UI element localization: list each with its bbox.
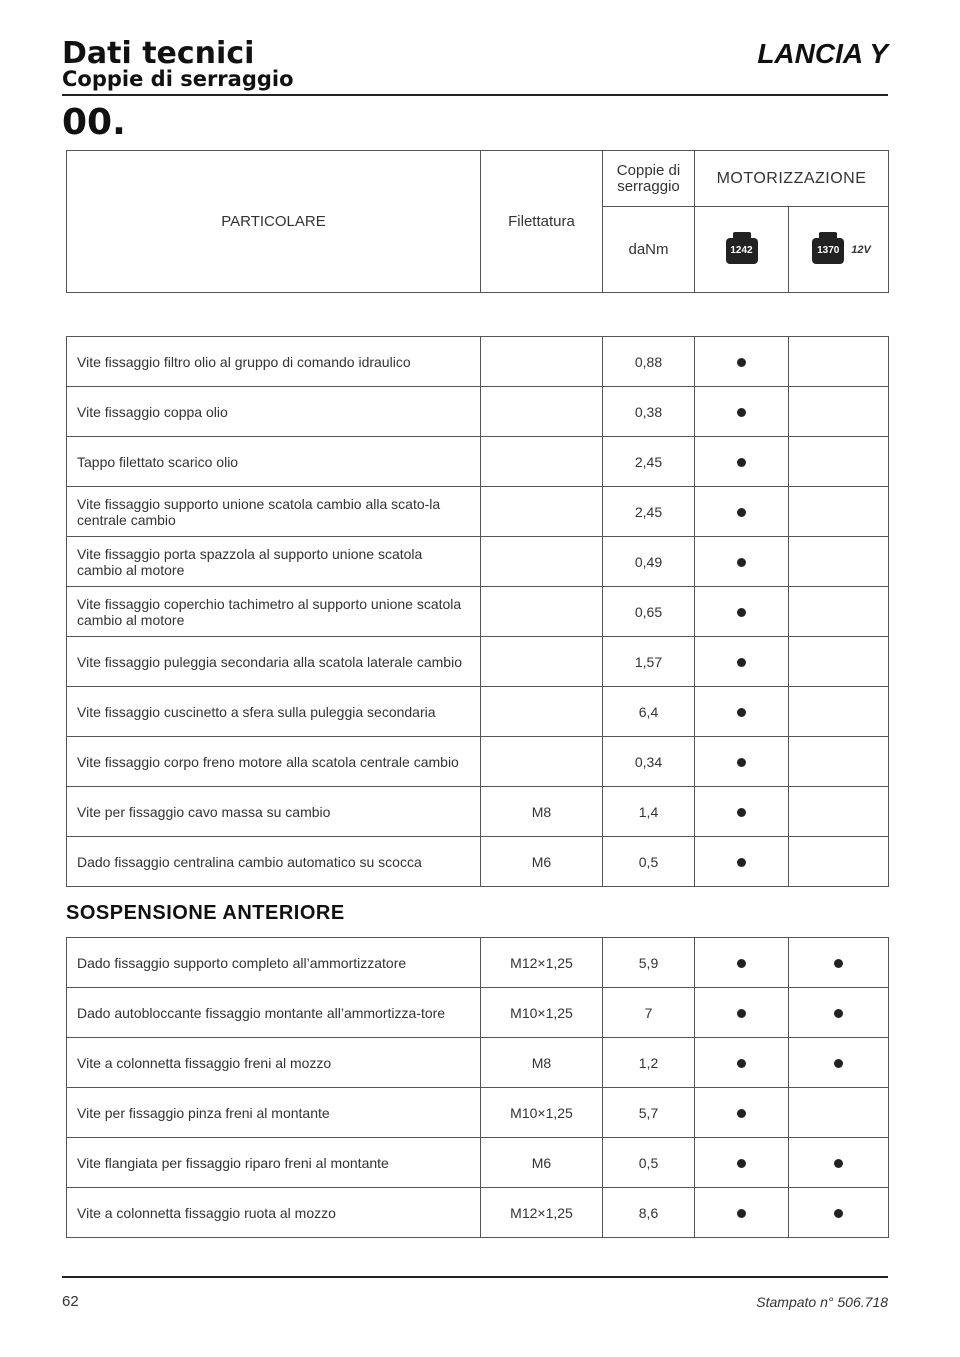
engine-icon — [720, 228, 764, 272]
torque-value: 2,45 — [603, 487, 695, 537]
engine-1370-applicable — [789, 487, 889, 537]
engine-1370-applicable — [789, 938, 889, 988]
section-code: 00. — [62, 102, 126, 143]
torque-value: 0,49 — [603, 537, 695, 587]
part-description: Vite fissaggio coppa olio — [67, 387, 481, 437]
part-description: Dado fissaggio supporto completo all’ammortizzatore — [67, 938, 481, 988]
torque-value: 2,45 — [603, 437, 695, 487]
part-description: Vite fissaggio coperchio tachimetro al supporto unione scatola cambio al motore — [67, 587, 481, 637]
engine-1242-applicable — [695, 1138, 789, 1188]
applicable-dot — [737, 508, 746, 517]
applicable-dot — [737, 1159, 746, 1168]
torque-value: 8,6 — [603, 1188, 695, 1238]
table-row — [67, 938, 889, 988]
page-subtitle: Coppie di serraggio — [62, 67, 294, 91]
part-description: Vite fissaggio cuscinetto a sfera sulla puleggia secondaria — [67, 687, 481, 737]
thread-size: M10×1,25 — [481, 1088, 603, 1138]
part-description: Vite flangiata per fissaggio riparo freni al montante — [67, 1138, 481, 1188]
engine-1370-applicable — [789, 1138, 889, 1188]
torque-value: 0,34 — [603, 737, 695, 787]
torque-value: 0,5 — [603, 837, 695, 887]
table-row — [67, 1088, 889, 1138]
engine-1370-cell — [789, 207, 889, 293]
torque-value: 1,2 — [603, 1038, 695, 1088]
header-motorizzazione: MOTORIZZAZIONE — [695, 151, 889, 207]
thread-size: M12×1,25 — [481, 1188, 603, 1238]
engine-1242-applicable — [695, 437, 789, 487]
engine-1242-applicable — [695, 387, 789, 437]
part-description: Vite per fissaggio pinza freni al montante — [67, 1088, 481, 1138]
table-row — [67, 587, 889, 637]
header-coppie: Coppie di serraggio — [603, 151, 695, 207]
engine-1370-suffix: 12V — [851, 244, 871, 257]
section-title-sospensione: SOSPENSIONE ANTERIORE — [66, 902, 345, 924]
header-divider — [62, 94, 888, 96]
torque-table-sospensione — [66, 937, 889, 1238]
engine-1370-applicable — [789, 737, 889, 787]
thread-size: M10×1,25 — [481, 988, 603, 1038]
header-unit: daNm — [603, 207, 695, 293]
table-row — [67, 737, 889, 787]
engine-1242-applicable — [695, 537, 789, 587]
engine-1242-applicable — [695, 988, 789, 1038]
page-number: 62 — [62, 1293, 79, 1310]
engine-1370-applicable — [789, 1038, 889, 1088]
table-row — [67, 487, 889, 537]
print-stamp: Stampato n° 506.718 — [756, 1294, 888, 1310]
torque-value: 6,4 — [603, 687, 695, 737]
torque-value: 0,88 — [603, 337, 695, 387]
applicable-dot — [737, 408, 746, 417]
thread-size — [481, 737, 603, 787]
engine-1242-applicable — [695, 637, 789, 687]
thread-size — [481, 637, 603, 687]
part-description: Dado fissaggio centralina cambio automatico su scocca — [67, 837, 481, 887]
applicable-dot — [737, 808, 746, 817]
engine-1370-applicable — [789, 837, 889, 887]
engine-1242-applicable — [695, 1038, 789, 1088]
applicable-dot — [737, 1009, 746, 1018]
engine-1242-applicable — [695, 487, 789, 537]
engine-1370-applicable — [789, 437, 889, 487]
part-description: Tappo filettato scarico olio — [67, 437, 481, 487]
engine-1370-applicable — [789, 587, 889, 637]
applicable-dot — [737, 1109, 746, 1118]
torque-value: 1,57 — [603, 637, 695, 687]
engine-1242-applicable — [695, 1088, 789, 1138]
engine-1370-applicable — [789, 687, 889, 737]
part-description: Vite a colonnetta fissaggio ruota al mozzo — [67, 1188, 481, 1238]
applicable-dot — [737, 758, 746, 767]
applicable-dot — [737, 608, 746, 617]
engine-1242-applicable — [695, 938, 789, 988]
applicable-dot — [737, 858, 746, 867]
engine-1370-applicable — [789, 988, 889, 1038]
applicable-dot — [834, 1209, 843, 1218]
thread-size: M6 — [481, 1138, 603, 1188]
part-description: Vite fissaggio supporto unione scatola cambio alla scato-la centrale cambio — [67, 487, 481, 537]
thread-size — [481, 537, 603, 587]
applicable-dot — [737, 558, 746, 567]
page-title: Dati tecnici — [62, 36, 255, 71]
header-table — [66, 150, 889, 293]
table-row — [67, 1188, 889, 1238]
applicable-dot — [834, 1159, 843, 1168]
part-description: Vite a colonnetta fissaggio freni al mozzo — [67, 1038, 481, 1088]
applicable-dot — [737, 358, 746, 367]
table-row — [67, 537, 889, 587]
engine-1242-applicable — [695, 587, 789, 637]
torque-table-main — [66, 336, 889, 887]
torque-value: 5,9 — [603, 938, 695, 988]
engine-1370-applicable — [789, 337, 889, 387]
applicable-dot — [737, 1209, 746, 1218]
thread-size — [481, 387, 603, 437]
table-row — [67, 1138, 889, 1188]
table-row — [67, 637, 889, 687]
table-row — [67, 837, 889, 887]
part-description: Dado autobloccante fissaggio montante all’ammortizza-tore — [67, 988, 481, 1038]
thread-size: M6 — [481, 837, 603, 887]
torque-value: 0,65 — [603, 587, 695, 637]
applicable-dot — [737, 708, 746, 717]
engine-1370-applicable — [789, 387, 889, 437]
engine-1370-label: 1370 — [817, 244, 840, 256]
part-description: Vite fissaggio puleggia secondaria alla scatola laterale cambio — [67, 637, 481, 687]
applicable-dot — [737, 959, 746, 968]
footer-divider — [62, 1276, 888, 1278]
engine-1370-applicable — [789, 1188, 889, 1238]
engine-1370-applicable — [789, 537, 889, 587]
engine-1242-label: 1242 — [730, 244, 753, 256]
thread-size — [481, 487, 603, 537]
applicable-dot — [737, 658, 746, 667]
applicable-dot — [737, 1059, 746, 1068]
torque-value: 5,7 — [603, 1088, 695, 1138]
applicable-dot — [834, 959, 843, 968]
part-description: Vite fissaggio corpo freno motore alla scatola centrale cambio — [67, 737, 481, 787]
torque-value: 0,5 — [603, 1138, 695, 1188]
engine-1242-cell — [695, 207, 789, 293]
applicable-dot — [834, 1059, 843, 1068]
brand-name: LANCIA Y — [757, 38, 888, 69]
thread-size — [481, 587, 603, 637]
engine-icon — [806, 228, 850, 272]
engine-1242-applicable — [695, 1188, 789, 1238]
part-description: Vite per fissaggio cavo massa su cambio — [67, 787, 481, 837]
part-description: Vite fissaggio porta spazzola al supporto unione scatola cambio al motore — [67, 537, 481, 587]
thread-size: M12×1,25 — [481, 938, 603, 988]
table-row — [67, 387, 889, 437]
engine-1242-applicable — [695, 737, 789, 787]
header-filettatura: Filettatura — [481, 151, 603, 293]
table-row — [67, 337, 889, 387]
engine-1242-applicable — [695, 787, 789, 837]
thread-size: M8 — [481, 1038, 603, 1088]
torque-value: 7 — [603, 988, 695, 1038]
table-row — [67, 437, 889, 487]
thread-size — [481, 337, 603, 387]
engine-1242-applicable — [695, 837, 789, 887]
engine-1242-applicable — [695, 337, 789, 387]
engine-1370-applicable — [789, 637, 889, 687]
engine-1370-applicable — [789, 787, 889, 837]
header-particolare: PARTICOLARE — [67, 151, 481, 293]
engine-1242-applicable — [695, 687, 789, 737]
table-row — [67, 687, 889, 737]
applicable-dot — [737, 458, 746, 467]
table-row — [67, 787, 889, 837]
torque-value: 0,38 — [603, 387, 695, 437]
thread-size: M8 — [481, 787, 603, 837]
torque-value: 1,4 — [603, 787, 695, 837]
part-description: Vite fissaggio filtro olio al gruppo di comando idraulico — [67, 337, 481, 387]
thread-size — [481, 687, 603, 737]
engine-1370-applicable — [789, 1088, 889, 1138]
applicable-dot — [834, 1009, 843, 1018]
table-row — [67, 1038, 889, 1088]
table-row — [67, 988, 889, 1038]
thread-size — [481, 437, 603, 487]
